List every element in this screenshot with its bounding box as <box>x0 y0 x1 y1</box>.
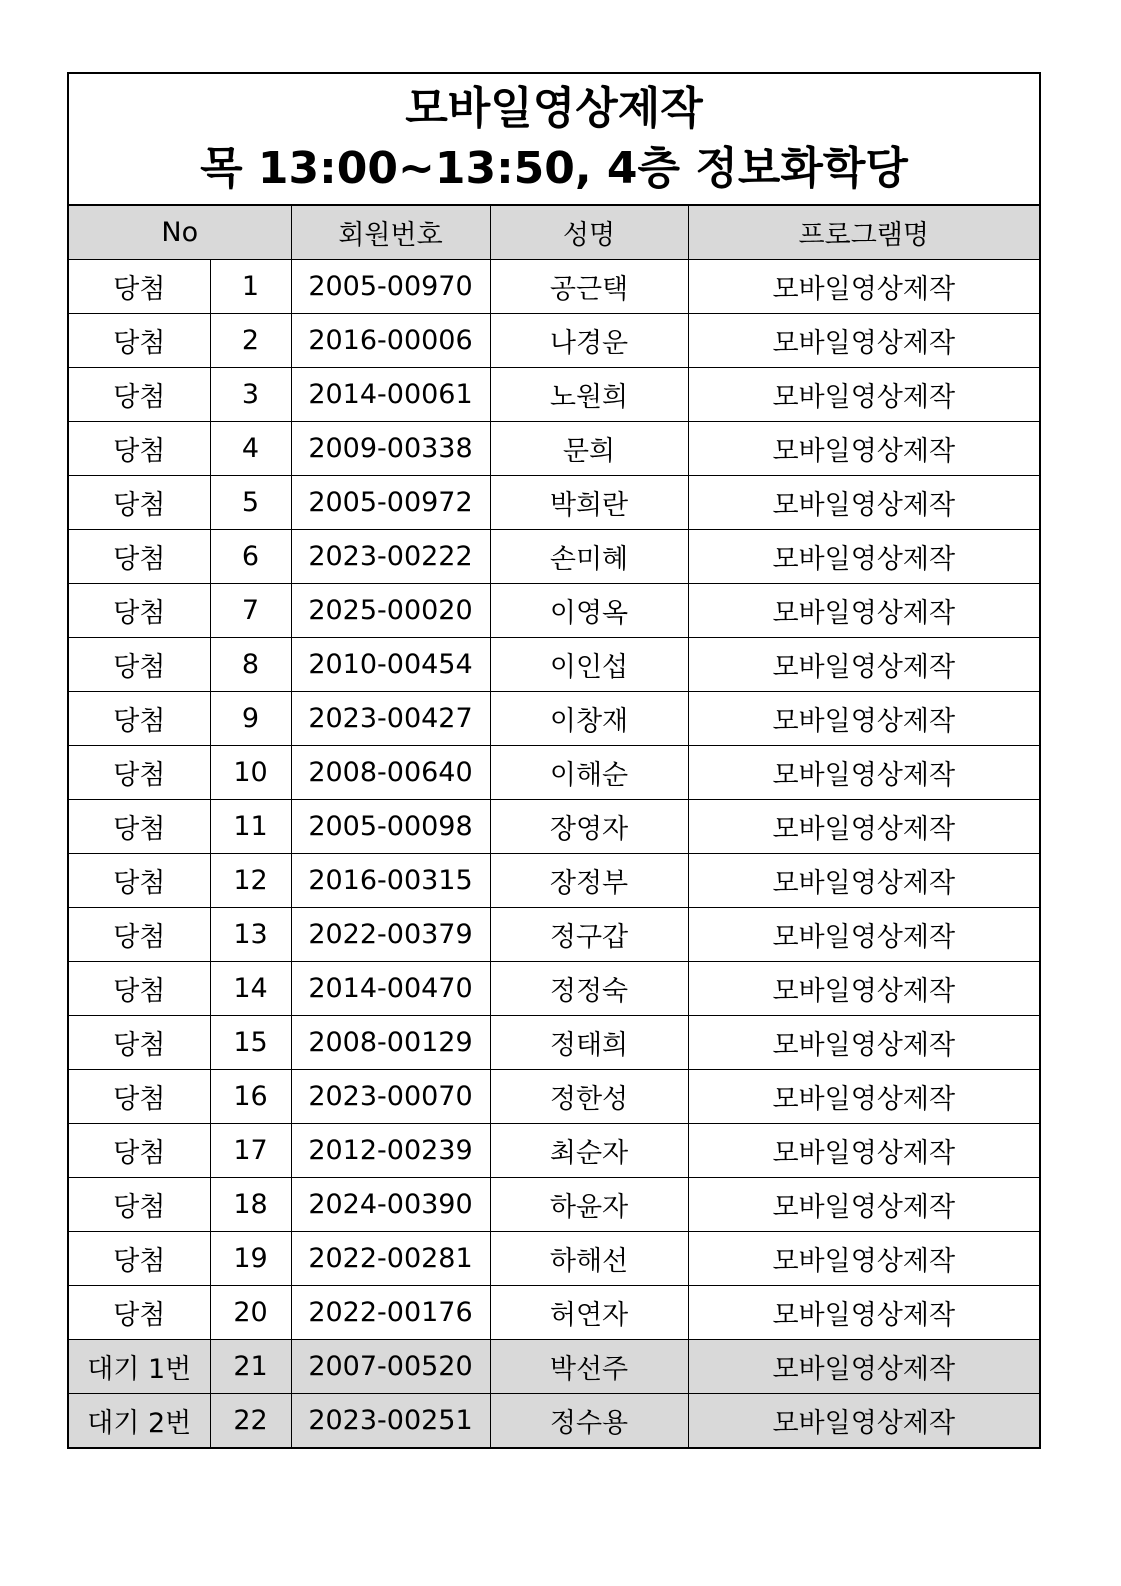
status-cell: 대기 1번 <box>69 1340 210 1394</box>
status-cell: 당첨 <box>69 638 210 692</box>
name-cell: 이인섭 <box>490 638 688 692</box>
number-cell: 17 <box>210 1124 291 1178</box>
status-cell: 당첨 <box>69 854 210 908</box>
member-id-cell: 2014-00470 <box>291 962 490 1016</box>
member-id-cell: 2007-00520 <box>291 1340 490 1394</box>
table-row <box>69 368 1039 422</box>
status-cell: 당첨 <box>69 368 210 422</box>
table-row <box>69 692 1039 746</box>
program-cell: 모바일영상제작 <box>688 530 1039 584</box>
number-cell: 21 <box>210 1340 291 1394</box>
status-cell: 당첨 <box>69 1016 210 1070</box>
table-row <box>69 584 1039 638</box>
name-cell: 정수용 <box>490 1394 688 1448</box>
name-cell: 정태희 <box>490 1016 688 1070</box>
number-cell: 13 <box>210 908 291 962</box>
name-cell: 이해순 <box>490 746 688 800</box>
number-cell: 20 <box>210 1286 291 1340</box>
name-cell: 노원희 <box>490 368 688 422</box>
number-cell: 18 <box>210 1178 291 1232</box>
name-cell: 허연자 <box>490 1286 688 1340</box>
program-cell: 모바일영상제작 <box>688 314 1039 368</box>
program-cell: 모바일영상제작 <box>688 692 1039 746</box>
member-id-cell: 2016-00006 <box>291 314 490 368</box>
table-row <box>69 260 1039 314</box>
member-id-cell: 2009-00338 <box>291 422 490 476</box>
program-cell: 모바일영상제작 <box>688 368 1039 422</box>
member-id-cell: 2005-00970 <box>291 260 490 314</box>
table-body <box>69 260 1039 1448</box>
schedule-location: 목 13:00~13:50, 4층 정보화학당 <box>200 143 908 194</box>
program-cell: 모바일영상제작 <box>688 908 1039 962</box>
member-id-cell: 2022-00379 <box>291 908 490 962</box>
table-row <box>69 530 1039 584</box>
name-cell: 최순자 <box>490 1124 688 1178</box>
table-row <box>69 638 1039 692</box>
name-cell: 박희란 <box>490 476 688 530</box>
number-cell: 10 <box>210 746 291 800</box>
name-cell: 문희 <box>490 422 688 476</box>
table-row <box>69 908 1039 962</box>
member-id-cell: 2008-00129 <box>291 1016 490 1070</box>
status-cell: 대기 2번 <box>69 1394 210 1448</box>
status-cell: 당첨 <box>69 962 210 1016</box>
table-row <box>69 962 1039 1016</box>
number-cell: 22 <box>210 1394 291 1448</box>
program-cell: 모바일영상제작 <box>688 1178 1039 1232</box>
table-row <box>69 1016 1039 1070</box>
name-cell: 정구갑 <box>490 908 688 962</box>
table-row <box>69 1286 1039 1340</box>
status-cell: 당첨 <box>69 746 210 800</box>
member-id-cell: 2008-00640 <box>291 746 490 800</box>
status-cell: 당첨 <box>69 1286 210 1340</box>
member-id-cell: 2025-00020 <box>291 584 490 638</box>
status-cell: 당첨 <box>69 1070 210 1124</box>
table-row <box>69 1394 1039 1448</box>
table-row <box>69 314 1039 368</box>
status-cell: 당첨 <box>69 800 210 854</box>
number-cell: 9 <box>210 692 291 746</box>
number-cell: 4 <box>210 422 291 476</box>
status-cell: 당첨 <box>69 530 210 584</box>
number-cell: 3 <box>210 368 291 422</box>
name-cell: 공근택 <box>490 260 688 314</box>
program-cell: 모바일영상제작 <box>688 1394 1039 1448</box>
name-cell: 이영옥 <box>490 584 688 638</box>
header-row <box>69 206 1039 260</box>
number-cell: 1 <box>210 260 291 314</box>
header-program: 프로그램명 <box>688 206 1039 260</box>
table-row <box>69 1340 1039 1394</box>
program-title: 모바일영상제작 <box>405 83 703 134</box>
number-cell: 8 <box>210 638 291 692</box>
number-cell: 12 <box>210 854 291 908</box>
table-row <box>69 800 1039 854</box>
table-row <box>69 1232 1039 1286</box>
name-cell: 하해선 <box>490 1232 688 1286</box>
name-cell: 정한성 <box>490 1070 688 1124</box>
program-cell: 모바일영상제작 <box>688 1232 1039 1286</box>
member-id-cell: 2005-00098 <box>291 800 490 854</box>
program-cell: 모바일영상제작 <box>688 1340 1039 1394</box>
status-cell: 당첨 <box>69 692 210 746</box>
name-cell: 나경운 <box>490 314 688 368</box>
member-id-cell: 2012-00239 <box>291 1124 490 1178</box>
lottery-result-sheet <box>67 72 1041 1449</box>
header-member-id: 회원번호 <box>291 206 490 260</box>
program-cell: 모바일영상제작 <box>688 854 1039 908</box>
program-cell: 모바일영상제작 <box>688 746 1039 800</box>
status-cell: 당첨 <box>69 1232 210 1286</box>
program-cell: 모바일영상제작 <box>688 1124 1039 1178</box>
name-cell: 장영자 <box>490 800 688 854</box>
member-id-cell: 2010-00454 <box>291 638 490 692</box>
table-row <box>69 1070 1039 1124</box>
member-id-cell: 2023-00427 <box>291 692 490 746</box>
number-cell: 6 <box>210 530 291 584</box>
program-cell: 모바일영상제작 <box>688 800 1039 854</box>
number-cell: 7 <box>210 584 291 638</box>
number-cell: 16 <box>210 1070 291 1124</box>
program-cell: 모바일영상제작 <box>688 422 1039 476</box>
number-cell: 5 <box>210 476 291 530</box>
number-cell: 15 <box>210 1016 291 1070</box>
program-cell: 모바일영상제작 <box>688 584 1039 638</box>
number-cell: 14 <box>210 962 291 1016</box>
member-id-cell: 2022-00176 <box>291 1286 490 1340</box>
name-cell: 하윤자 <box>490 1178 688 1232</box>
program-cell: 모바일영상제작 <box>688 260 1039 314</box>
status-cell: 당첨 <box>69 1178 210 1232</box>
number-cell: 19 <box>210 1232 291 1286</box>
status-cell: 당첨 <box>69 476 210 530</box>
program-cell: 모바일영상제작 <box>688 1070 1039 1124</box>
member-id-cell: 2023-00222 <box>291 530 490 584</box>
name-cell: 정정숙 <box>490 962 688 1016</box>
table-row <box>69 1124 1039 1178</box>
status-cell: 당첨 <box>69 314 210 368</box>
number-cell: 11 <box>210 800 291 854</box>
name-cell: 이창재 <box>490 692 688 746</box>
number-cell: 2 <box>210 314 291 368</box>
member-id-cell: 2023-00251 <box>291 1394 490 1448</box>
program-cell: 모바일영상제작 <box>688 962 1039 1016</box>
table-row <box>69 476 1039 530</box>
status-cell: 당첨 <box>69 584 210 638</box>
table-row <box>69 422 1039 476</box>
name-cell: 손미혜 <box>490 530 688 584</box>
table-row <box>69 854 1039 908</box>
status-cell: 당첨 <box>69 422 210 476</box>
status-cell: 당첨 <box>69 908 210 962</box>
member-id-cell: 2024-00390 <box>291 1178 490 1232</box>
program-cell: 모바일영상제작 <box>688 1286 1039 1340</box>
header-no: No <box>69 206 291 260</box>
name-cell: 장정부 <box>490 854 688 908</box>
results-table <box>69 206 1039 1447</box>
member-id-cell: 2023-00070 <box>291 1070 490 1124</box>
status-cell: 당첨 <box>69 1124 210 1178</box>
member-id-cell: 2014-00061 <box>291 368 490 422</box>
status-cell: 당첨 <box>69 260 210 314</box>
title-block <box>69 74 1039 206</box>
program-cell: 모바일영상제작 <box>688 1016 1039 1070</box>
member-id-cell: 2016-00315 <box>291 854 490 908</box>
member-id-cell: 2022-00281 <box>291 1232 490 1286</box>
table-row <box>69 1178 1039 1232</box>
program-cell: 모바일영상제작 <box>688 476 1039 530</box>
table-row <box>69 746 1039 800</box>
header-name: 성명 <box>490 206 688 260</box>
member-id-cell: 2005-00972 <box>291 476 490 530</box>
program-cell: 모바일영상제작 <box>688 638 1039 692</box>
name-cell: 박선주 <box>490 1340 688 1394</box>
